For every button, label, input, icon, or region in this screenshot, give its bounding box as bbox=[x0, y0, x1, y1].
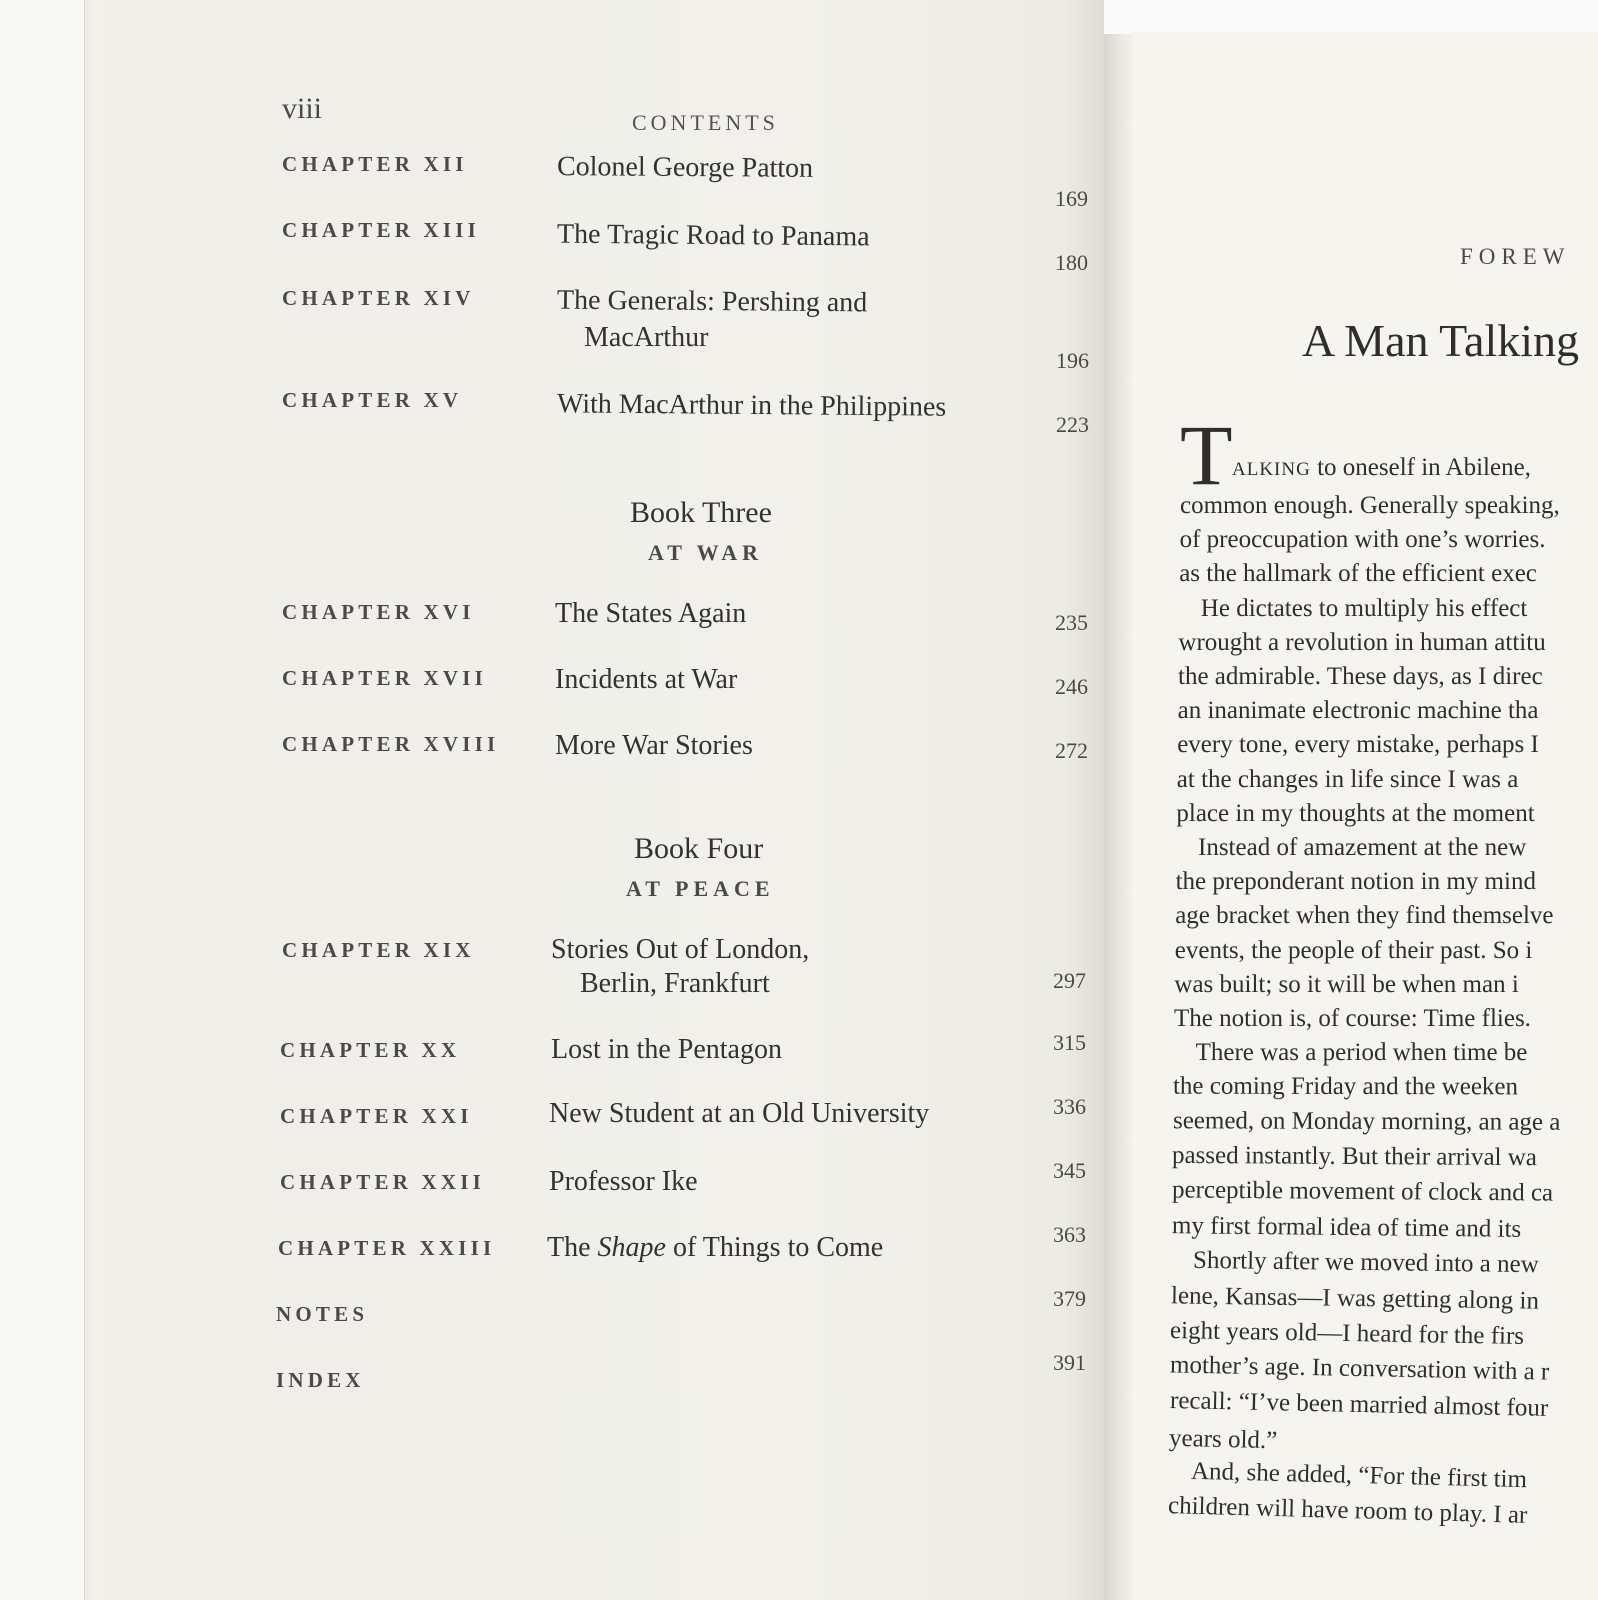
body-line: ALKING to oneself in Abilene, bbox=[1232, 454, 1531, 481]
chapter-label: CHAPTER XVII bbox=[282, 666, 487, 690]
body-line: recall: “I’ve been married almost four bbox=[1169, 1386, 1549, 1422]
index-label: INDEX bbox=[276, 1368, 365, 1392]
chapter-label: CHAPTER XVIII bbox=[282, 732, 500, 756]
body-line: the preponderant notion in my mind bbox=[1175, 868, 1536, 896]
book-gutter bbox=[1104, 0, 1132, 1600]
page-ref: 196 bbox=[1056, 348, 1089, 373]
chapter-title: Professor Ike bbox=[549, 1166, 698, 1197]
chapter-label: CHAPTER XXI bbox=[280, 1104, 473, 1128]
body-line: passed instantly. But their arrival wa bbox=[1172, 1141, 1538, 1172]
page-number: viii bbox=[282, 92, 323, 125]
body-line: mother’s age. In conversation with a r bbox=[1169, 1351, 1550, 1386]
body-line: an inanimate electronic machine tha bbox=[1177, 697, 1539, 725]
body-line: seemed, on Monday morning, an age a bbox=[1172, 1106, 1561, 1136]
body-line: Instead of amazement at the new bbox=[1198, 834, 1527, 861]
page-ref: 363 bbox=[1053, 1222, 1086, 1247]
chapter-title: Colonel George Patton bbox=[556, 151, 814, 184]
chapter-label: CHAPTER XVI bbox=[282, 600, 475, 624]
chapter-title: The Generals: Pershing and bbox=[556, 284, 868, 319]
body-line: Shortly after we moved into a new bbox=[1193, 1247, 1540, 1279]
body-line: place in my thoughts at the moment bbox=[1176, 799, 1535, 827]
chapter-title: More War Stories bbox=[555, 730, 753, 761]
body-line: He dictates to multiply his effect bbox=[1200, 594, 1528, 622]
page-ref: 391 bbox=[1053, 1350, 1086, 1375]
chapter-title: The Shape of Things to Come bbox=[547, 1232, 884, 1263]
chapter-title: The States Again bbox=[555, 598, 747, 629]
drop-cap: T bbox=[1180, 407, 1233, 503]
body-line: the coming Friday and the weeken bbox=[1173, 1073, 1519, 1101]
page-ref: 235 bbox=[1055, 610, 1088, 635]
body-line: lene, Kansas—I was getting along in bbox=[1170, 1281, 1539, 1315]
chapter-label: CHAPTER XIV bbox=[282, 286, 475, 310]
chapter-title-continued: Berlin, Frankfurt bbox=[580, 968, 770, 999]
chapter-title-continued: MacArthur bbox=[584, 322, 709, 353]
background-surface-top bbox=[1104, 0, 1598, 34]
page-ref: 315 bbox=[1053, 1030, 1086, 1055]
chapter-title: The Tragic Road to Panama bbox=[556, 218, 870, 253]
page-ref: 246 bbox=[1055, 674, 1088, 699]
body-line: of preoccupation with one’s worries. bbox=[1179, 526, 1546, 554]
body-line: And, she added, “For the first tim bbox=[1190, 1457, 1528, 1493]
page-ref: 272 bbox=[1055, 738, 1088, 763]
chapter-label: CHAPTER XIII bbox=[282, 218, 481, 242]
body-line: at the changes in life since I was a bbox=[1176, 765, 1519, 793]
chapter-title: Stories Out of London, bbox=[551, 934, 810, 965]
chapter-label: CHAPTER XXII bbox=[280, 1170, 485, 1194]
book-subheading: AT WAR bbox=[648, 540, 763, 565]
body-line: wrought a revolution in human attitu bbox=[1178, 628, 1546, 656]
body-line: There was a period when time be bbox=[1195, 1039, 1528, 1067]
chapter-title: New Student at an Old University bbox=[549, 1098, 930, 1129]
page-ref: 297 bbox=[1053, 968, 1086, 993]
page-ref: 169 bbox=[1055, 186, 1088, 211]
running-head: CONTENTS bbox=[632, 110, 779, 135]
body-line: events, the people of their past. So i bbox=[1174, 936, 1533, 964]
body-line: my first formal idea of time and its bbox=[1171, 1211, 1521, 1243]
body-line: age bracket when they find themselve bbox=[1175, 902, 1554, 930]
page-stack-edge bbox=[84, 0, 113, 1600]
page-ref: 223 bbox=[1056, 412, 1089, 437]
chapter-label: CHAPTER XV bbox=[282, 388, 463, 412]
body-line: eight years old—I heard for the firs bbox=[1170, 1317, 1525, 1350]
page-ref: 345 bbox=[1053, 1158, 1086, 1183]
body-line: common enough. Generally speaking, bbox=[1180, 492, 1560, 519]
body-line: years old.” bbox=[1168, 1424, 1278, 1455]
body-line: was built; so it will be when man i bbox=[1174, 970, 1519, 998]
body-line: the admirable. These days, as I direc bbox=[1178, 663, 1543, 690]
chapter-label: CHAPTER XXIII bbox=[278, 1236, 496, 1260]
book-heading: Book Four bbox=[634, 832, 764, 865]
chapter-title: Lost in the Pentagon bbox=[551, 1034, 782, 1065]
book-subheading: AT PEACE bbox=[626, 876, 775, 901]
chapter-label: CHAPTER XIX bbox=[282, 938, 475, 962]
body-line: The notion is, of course: Time flies. bbox=[1174, 1005, 1531, 1032]
chapter-label: CHAPTER XII bbox=[282, 152, 468, 176]
chapter-heading: A Man Talking bbox=[1302, 315, 1580, 366]
body-line: as the hallmark of the efficient exec bbox=[1179, 560, 1537, 588]
background-surface bbox=[0, 0, 84, 1600]
chapter-title: Incidents at War bbox=[555, 664, 738, 695]
chapter-title: With MacArthur in the Philippines bbox=[556, 388, 947, 423]
body-line: perceptible movement of clock and ca bbox=[1171, 1176, 1554, 1207]
page-ref: 379 bbox=[1053, 1286, 1086, 1311]
notes-label: NOTES bbox=[276, 1302, 369, 1326]
body-line: every tone, every mistake, perhaps I bbox=[1177, 731, 1539, 759]
page-ref: 180 bbox=[1055, 250, 1088, 275]
page-ref: 336 bbox=[1053, 1094, 1086, 1119]
section-label: FOREW bbox=[1460, 244, 1571, 269]
body-line: children will have room to play. I ar bbox=[1168, 1492, 1529, 1529]
book-heading: Book Three bbox=[630, 496, 772, 529]
chapter-label: CHAPTER XX bbox=[280, 1038, 461, 1062]
